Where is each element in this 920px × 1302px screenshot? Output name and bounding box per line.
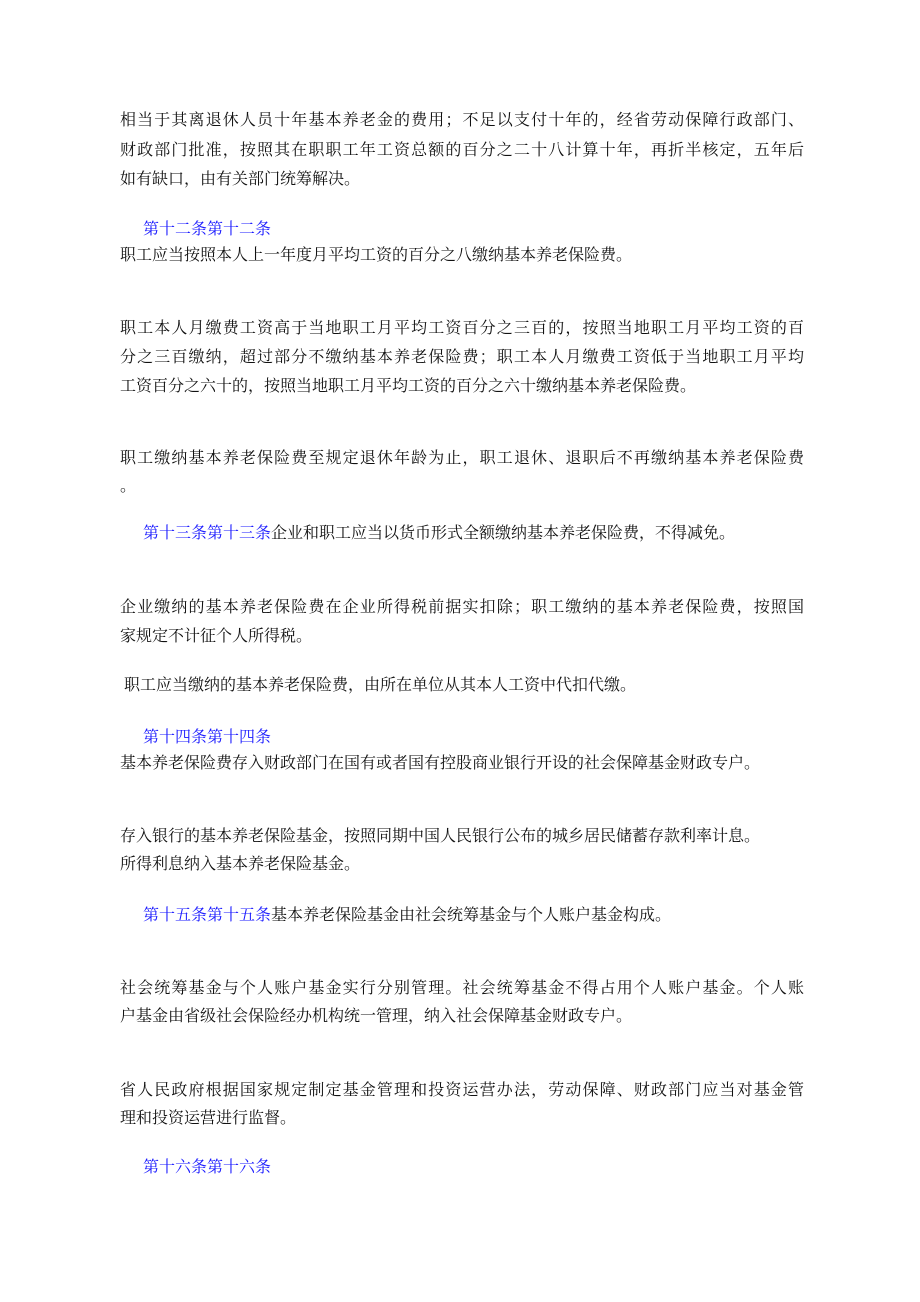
paragraph-line: 理和投资运营进行监督。 xyxy=(120,1108,297,1127)
paragraph-line: 。 xyxy=(120,476,137,495)
paragraph-line: 省人民政府根据国家规定制定基金管理和投资运营办法，劳动保障、财政部门应当对基金管 xyxy=(120,1080,804,1099)
article-heading-16: 第十六条第十六条 xyxy=(143,1157,272,1176)
paragraph-line: 家规定不计征个人所得税。 xyxy=(120,626,313,645)
paragraph-line: 工资百分之六十的，按照当地职工月平均工资的百分之六十缴纳基本养老保险费。 xyxy=(120,376,697,395)
paragraph-line: 社会统筹基金与个人账户基金实行分别管理。社会统筹基金不得占用个人账户基金。个人账 xyxy=(120,978,804,997)
article-heading-13: 第十三条第十三条 xyxy=(143,523,272,542)
article-15-text: 基本养老保险基金由社会统筹基金与个人账户基金构成。 xyxy=(271,905,672,924)
paragraph-line: 职工缴纳基本养老保险费至规定退休年龄为止，职工退休、退职后不再缴纳基本养老保险费 xyxy=(120,448,804,467)
article-13-line xyxy=(143,523,735,543)
paragraph-line: 分之三百缴纳，超过部分不缴纳基本养老保险费；职工本人月缴费工资低于当地职工月平均 xyxy=(120,347,804,366)
paragraph-line: 相当于其离退休人员十年基本养老金的费用；不足以支付十年的，经省劳动保障行政部门、 xyxy=(120,110,804,129)
paragraph-line: 职工本人月缴费工资高于当地职工月平均工资百分之三百的，按照当地职工月平均工资的百 xyxy=(120,318,804,337)
paragraph-line: 如有缺口，由有关部门统筹解决。 xyxy=(120,169,361,188)
paragraph-line: 职工应当缴纳的基本养老保险费，由所在单位从其本人工资中代扣代缴。 xyxy=(124,675,637,694)
paragraph-line: 职工应当按照本人上一年度月平均工资的百分之八缴纳基本养老保险费。 xyxy=(120,245,633,264)
paragraph-line: 户基金由省级社会保险经办机构统一管理，纳入社会保障基金财政专户。 xyxy=(120,1006,633,1025)
article-heading-12: 第十二条第十二条 xyxy=(143,219,272,238)
article-heading-14: 第十四条第十四条 xyxy=(143,727,272,746)
article-13-text: 企业和职工应当以货币形式全额缴纳基本养老保险费，不得减免。 xyxy=(271,523,736,542)
article-heading-15: 第十五条第十五条 xyxy=(143,905,272,924)
paragraph-line: 基本养老保险费存入财政部门在国有或者国有控股商业银行开设的社会保障基金财政专户。 xyxy=(120,753,761,772)
article-15-line xyxy=(143,905,671,925)
paragraph-line: 存入银行的基本养老保险基金，按照同期中国人民银行公布的城乡居民储蓄存款利率计息。 xyxy=(120,826,761,845)
paragraph-line: 财政部门批准，按照其在职职工年工资总额的百分之二十八计算十年，再折半核定，五年后 xyxy=(120,140,804,159)
paragraph-line: 企业缴纳的基本养老保险费在企业所得税前据实扣除；职工缴纳的基本养老保险费，按照国 xyxy=(120,597,804,616)
paragraph-line: 所得利息纳入基本养老保险基金。 xyxy=(120,854,361,873)
